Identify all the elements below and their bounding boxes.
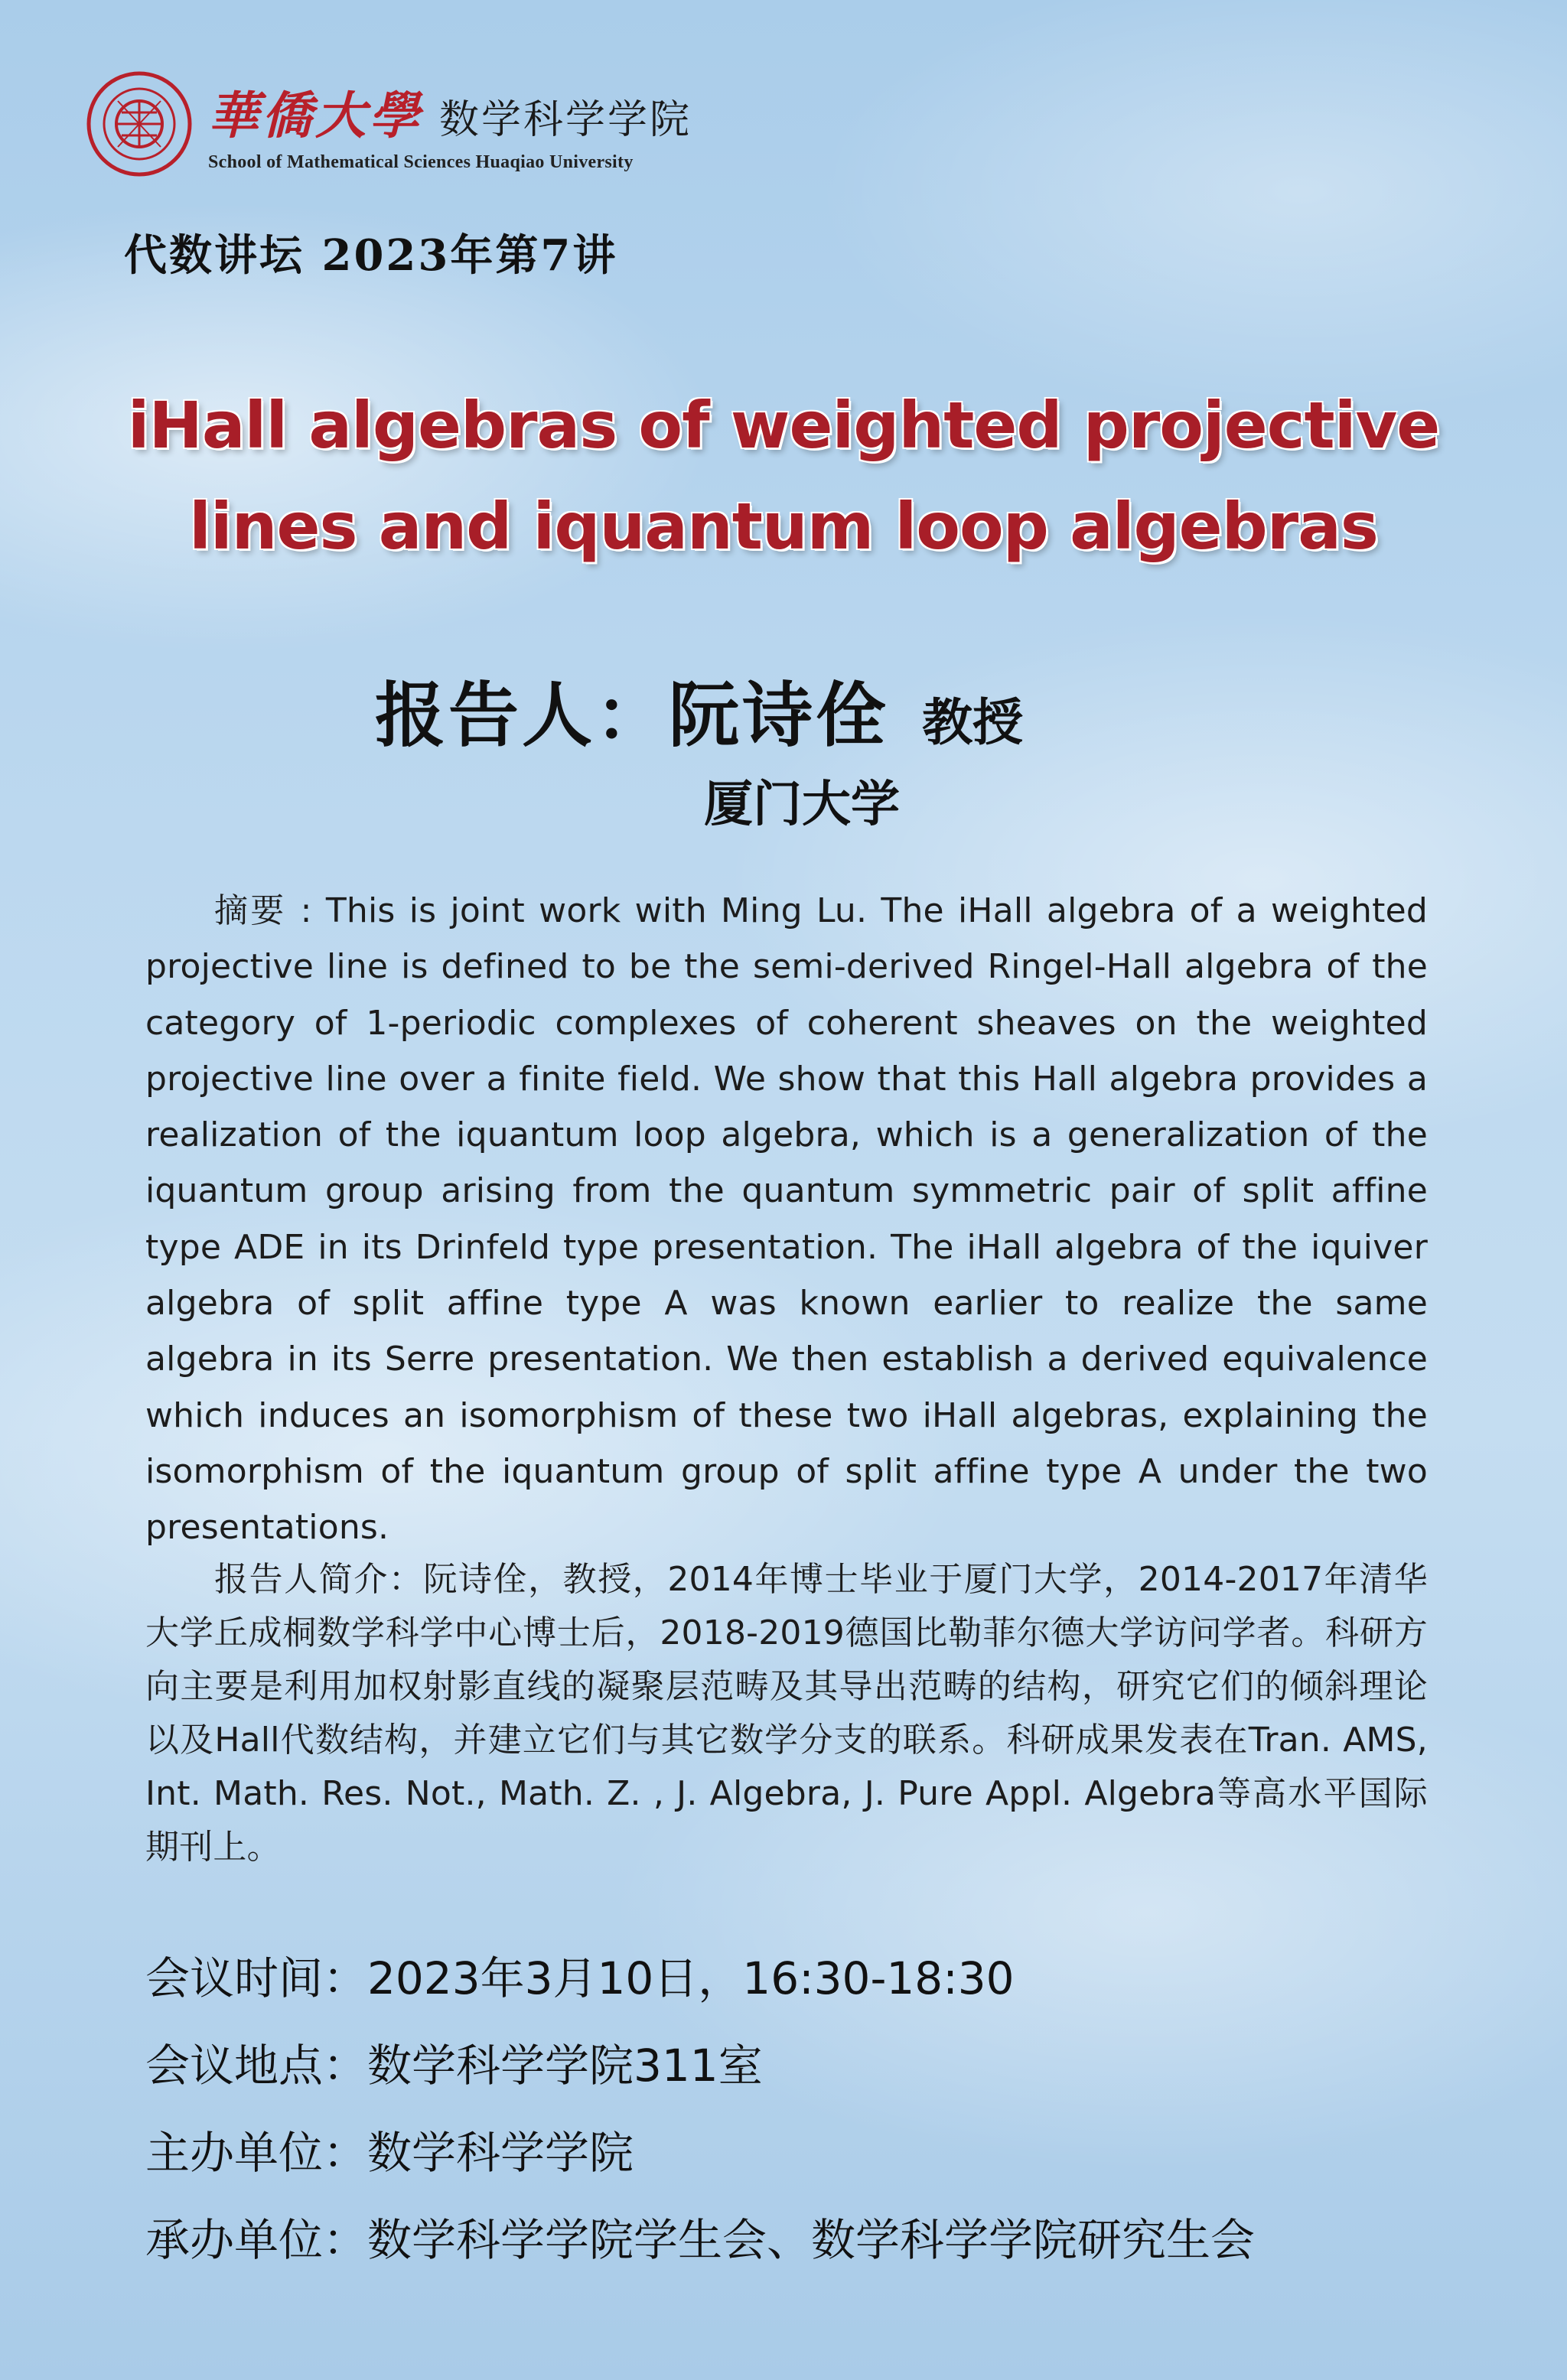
speaker-bio: 报告人简介：阮诗佺，教授，2014年博士毕业于厦门大学，2014-2017年清华大学丘成桐数学科学中心博士后，2018-2019德国比勒菲尔德大学访问学者。科研方向主要是利用加权射影直线的凝聚层范畴及其导出范畴的结构，研究它们的倾斜理论以及Hall代数结构，并建立它们与其它数学分支的联系。科研成果发表在Tran. AMS, Int. Math. Res. Not., Math. Z. , J. Algebra, J. Pure Appl. Algebra等高水平国际期刊上。 <box>145 1560 1428 1867</box>
speaker-title: 教授 <box>922 693 1024 752</box>
host-organizer: 主办单位：数学科学学院 <box>145 2127 634 2179</box>
speaker-name: 报告人：阮诗佺 <box>375 675 890 757</box>
co-organizer: 承办单位：数学科学学院学生会、数学科学学院研究生会 <box>145 2214 1256 2266</box>
abstract: 摘要 : This is joint work with Ming Lu. The iHall algebra of a weighted projective line is defined to be the semi-derived Ringel-Hall algebra of the category of 1-periodic complexes of coherent sheaves on the weighted projective line over a finite field. We show that this Hall algebra provides a realization of the iquantum loop algebra, which is a generalization of the iquantum group arising from the quantum symmetric pair of split affine type ADE in its Drinfeld type presentation. The iHall algebra of the iquiver algebra of split affine type A was known earlier to realize the same algebra in its Serre presentation. We then establish a derived equivalence which induces an isomorphism of these two iHall algebras, explaining the isomorphism of the iquantum group of split affine type A under the two presentations. <box>145 891 1428 1548</box>
meeting-time: 会议时间：2023年3月10日，16:30-18:30 <box>145 1952 1015 2004</box>
school-name-en: School of Mathematical Sciences Huaqiao University <box>208 152 634 172</box>
meeting-location: 会议地点：数学科学学院311室 <box>145 2040 763 2092</box>
meeting-info <box>145 1948 1255 2297</box>
school-name-cn: 数学科学学院 <box>439 97 692 143</box>
header-logo <box>86 70 692 177</box>
talk-title-line-1: iHall algebras of weighted projective <box>127 388 1440 463</box>
speaker-affiliation: 厦门大学 <box>704 777 900 833</box>
talk-title <box>0 375 1567 577</box>
lecture-series: 代数讲坛 2023年第7讲 <box>124 230 618 281</box>
speaker <box>375 659 1023 760</box>
university-seal-icon <box>86 70 193 177</box>
university-name-cn: 華僑大學 <box>208 86 422 145</box>
talk-title-line-2: lines and iquantum loop algebras <box>189 489 1378 564</box>
